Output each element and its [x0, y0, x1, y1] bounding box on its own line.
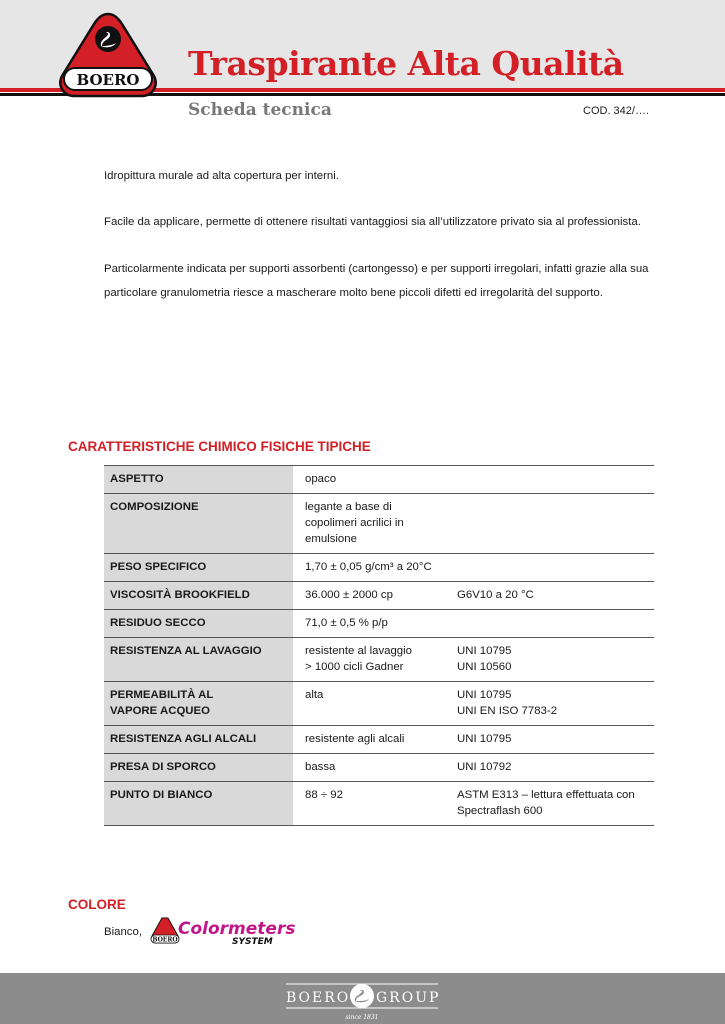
table-row	[104, 610, 654, 638]
row-reference: UNI 10792	[457, 761, 512, 773]
row-value: resistente agli alcali	[305, 733, 405, 745]
row-reference: ASTM E313 – lettura effettuata con Spectraflash 600	[457, 789, 635, 817]
row-label: ASPETTO	[104, 466, 293, 494]
footer-right-text: GROUP	[376, 990, 441, 1006]
boero-group-logo	[0, 973, 725, 1024]
page-title: Traspirante Alta Qualità	[188, 44, 624, 83]
row-value: legante a base di copolimeri acrilici in emulsione	[305, 501, 404, 545]
table-row	[104, 638, 654, 682]
table-row	[104, 554, 654, 582]
row-reference	[450, 494, 654, 554]
boero-logo	[58, 10, 158, 100]
row-value: alta	[305, 689, 324, 701]
row-reference: UNI 10795 UNI 10560	[457, 645, 512, 673]
row-label: VISCOSITÀ BROOKFIELD	[104, 582, 293, 610]
row-value: 1,70 ± 0,05 g/cm³ a 20°C	[305, 561, 432, 573]
row-value: 36.000 ± 2000 cp	[305, 589, 393, 601]
row-reference	[450, 466, 654, 494]
colormeters-system: SYSTEM	[232, 937, 273, 946]
intro-paragraph-1: Idropittura murale ad alta copertura per interni.	[104, 170, 339, 182]
row-reference	[450, 610, 654, 638]
table-row	[104, 682, 654, 726]
table-row	[104, 466, 654, 494]
row-label: PUNTO DI BIANCO	[104, 782, 293, 826]
row-label: PESO SPECIFICO	[104, 554, 293, 582]
colore-text: Bianco,	[104, 926, 142, 938]
row-value: opaco	[305, 473, 337, 485]
characteristics-table	[104, 465, 654, 826]
table-row	[104, 582, 654, 610]
row-reference	[450, 554, 654, 582]
footer-band	[0, 973, 725, 1024]
table-row	[104, 494, 654, 554]
row-label: RESISTENZA AL LAVAGGIO	[104, 638, 293, 682]
intro-paragraph-3: Particolarmente indicata per supporti assorbenti (cartongesso) e per supporti irregolari, infatti grazie alla sua particolare granulometria riesce a mascherare molto bene piccoli difetti ed irregolarità del supporto.	[104, 263, 649, 299]
row-label: PERMEABILITÀ AL VAPORE ACQUEO	[104, 682, 293, 726]
footer-since-text: since 1831	[345, 1014, 379, 1021]
colormeters-logo	[150, 916, 310, 946]
footer-left-text: BOERO	[286, 990, 351, 1006]
row-label: RESISTENZA AGLI ALCALI	[104, 726, 293, 754]
row-value: 71,0 ± 0,5 % p/p	[305, 617, 388, 629]
row-reference: G6V10 a 20 °C	[457, 589, 534, 601]
row-reference: UNI 10795 UNI EN ISO 7783-2	[457, 689, 558, 717]
intro-paragraph-2: Facile da applicare, permette di ottenere risultati vantaggiosi sia all’utilizzatore privato sia al professionista.	[104, 216, 641, 228]
table-row	[104, 726, 654, 754]
table-row	[104, 754, 654, 782]
row-reference: UNI 10795	[457, 733, 512, 745]
row-value: 88 ÷ 92	[305, 789, 343, 801]
row-label: RESIDUO SECCO	[104, 610, 293, 638]
colore-heading: COLORE	[68, 897, 126, 912]
table-row	[104, 782, 654, 826]
characteristics-heading: CARATTERISTICHE CHIMICO FISICHE TIPICHE	[68, 439, 371, 454]
colormeters-brand-text: BOERO	[152, 936, 178, 944]
row-label: COMPOSIZIONE	[104, 494, 293, 554]
row-value: bassa	[305, 761, 336, 773]
page-subtitle: Scheda tecnica	[188, 100, 332, 120]
row-label: PRESA DI SPORCO	[104, 754, 293, 782]
product-code: COD. 342/….	[583, 105, 650, 117]
colormeters-word: Colormeters	[178, 919, 296, 939]
row-value: resistente al lavaggio > 1000 cicli Gadner	[305, 645, 413, 673]
logo-brand-text: BOERO	[76, 71, 140, 89]
